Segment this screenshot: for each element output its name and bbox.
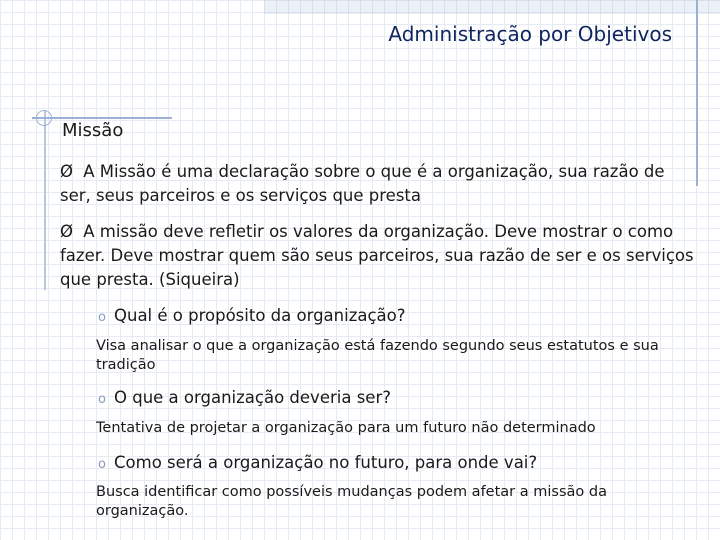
slide-title: Administração por Objetivos [388,22,672,46]
section-heading: Missão [62,120,124,141]
header-band [264,0,720,14]
bullet-text: A missão deve refletir os valores da organização. Deve mostrar o como fazer. Deve mostrar quem são seus parceiros, sua razão de ser e os serviços que presta. [60,222,694,289]
section-underline [32,117,172,119]
question-text: Qual é o propósito da organização? [114,306,406,325]
citation: (Siqueira) [159,270,240,289]
circle-bullet-icon: o [98,392,106,407]
bullet-text: A Missão é uma declaração sobre o que é a organização, sua razão de ser, seus parceiros e os serviços que presta [60,162,665,205]
arrow-bullet-icon: Ø [60,222,73,241]
section-circle-ornament [36,110,52,126]
circle-bullet-icon: o [98,310,106,325]
left-vertical-rule [44,110,46,290]
answer-future: Busca identificar como possíveis mudanças podem afetar a missão da organização. [96,484,607,519]
answer-purpose: Visa analisar o que a organização está fazendo segundo seus estatutos e sua tradição [96,338,659,373]
answer-should-be: Tentativa de projetar a organização para um futuro não determinado [96,420,596,436]
question-text: Como será a organização no futuro, para onde vai? [114,453,538,472]
arrow-bullet-icon: Ø [60,162,73,181]
right-vertical-rule [696,0,698,186]
question-future [98,452,698,476]
bullet-mission-definition [60,160,700,208]
question-text: O que a organização deveria ser? [114,388,391,407]
bullet-mission-values [60,220,700,292]
question-purpose [98,305,698,329]
question-should-be [98,387,698,411]
circle-bullet-icon: o [98,457,106,472]
